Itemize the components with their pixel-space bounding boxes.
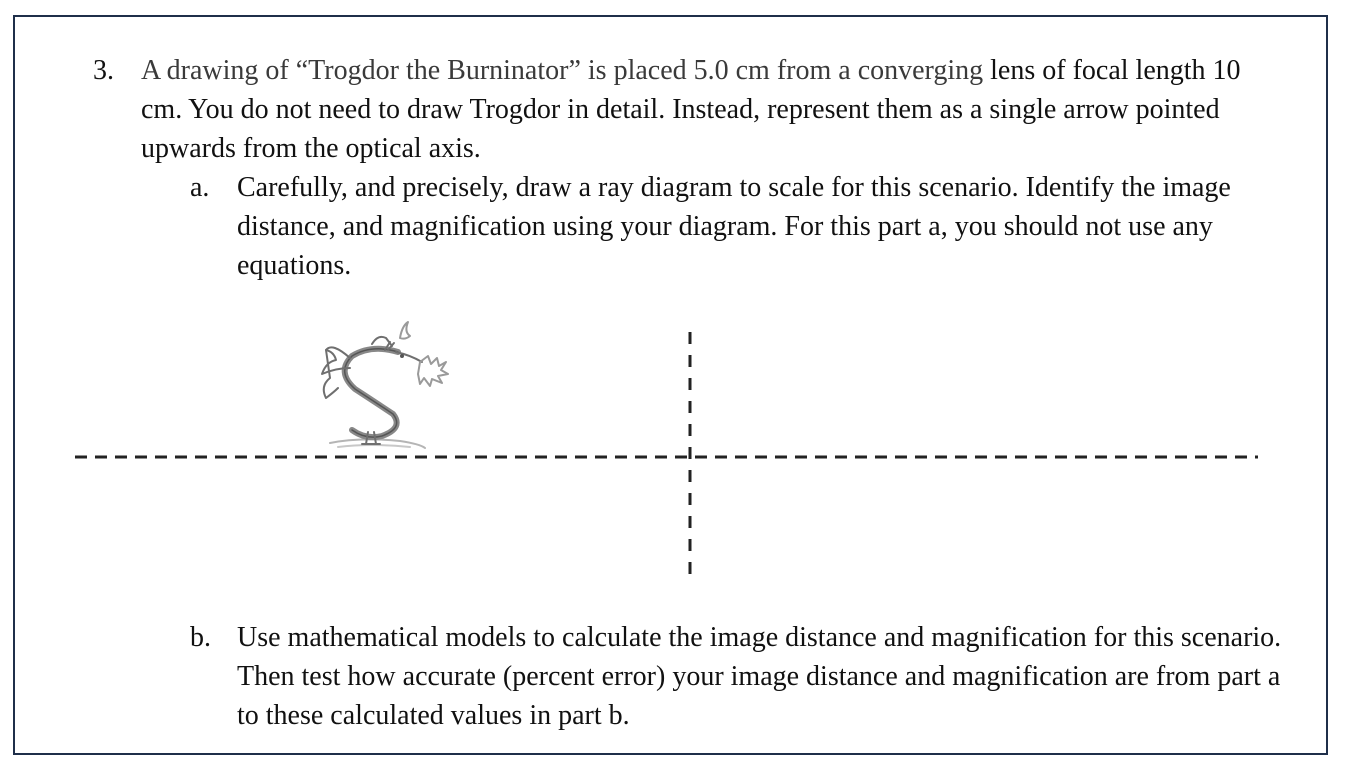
part-b-label: b. xyxy=(190,622,211,653)
question-number: 3. xyxy=(93,55,114,86)
question-text-start: A drawing of “Trogdor the Burninator” is placed 5.0 cm from a converging xyxy=(141,55,984,86)
part-a-label: a. xyxy=(190,172,210,203)
question-text-rest: lens of focal length 10 cm. You do not need to draw Trogdor in detail. Instead, represent them as a single arrow pointed upwards from the optical axis. xyxy=(141,55,1241,164)
dragon-sketch-icon xyxy=(322,322,448,448)
part-b-text: Use mathematical models to calculate the image distance and magnification for this scenario. Then test how accurate (percent error) your image distance and magnification are from part a to these calculated values in part b. xyxy=(237,622,1282,731)
part-a-text: Carefully, and precisely, draw a ray diagram to scale for this scenario. Identify the image distance, and magnification using your diagram. For this part a, you should not use any equations. xyxy=(237,172,1231,281)
